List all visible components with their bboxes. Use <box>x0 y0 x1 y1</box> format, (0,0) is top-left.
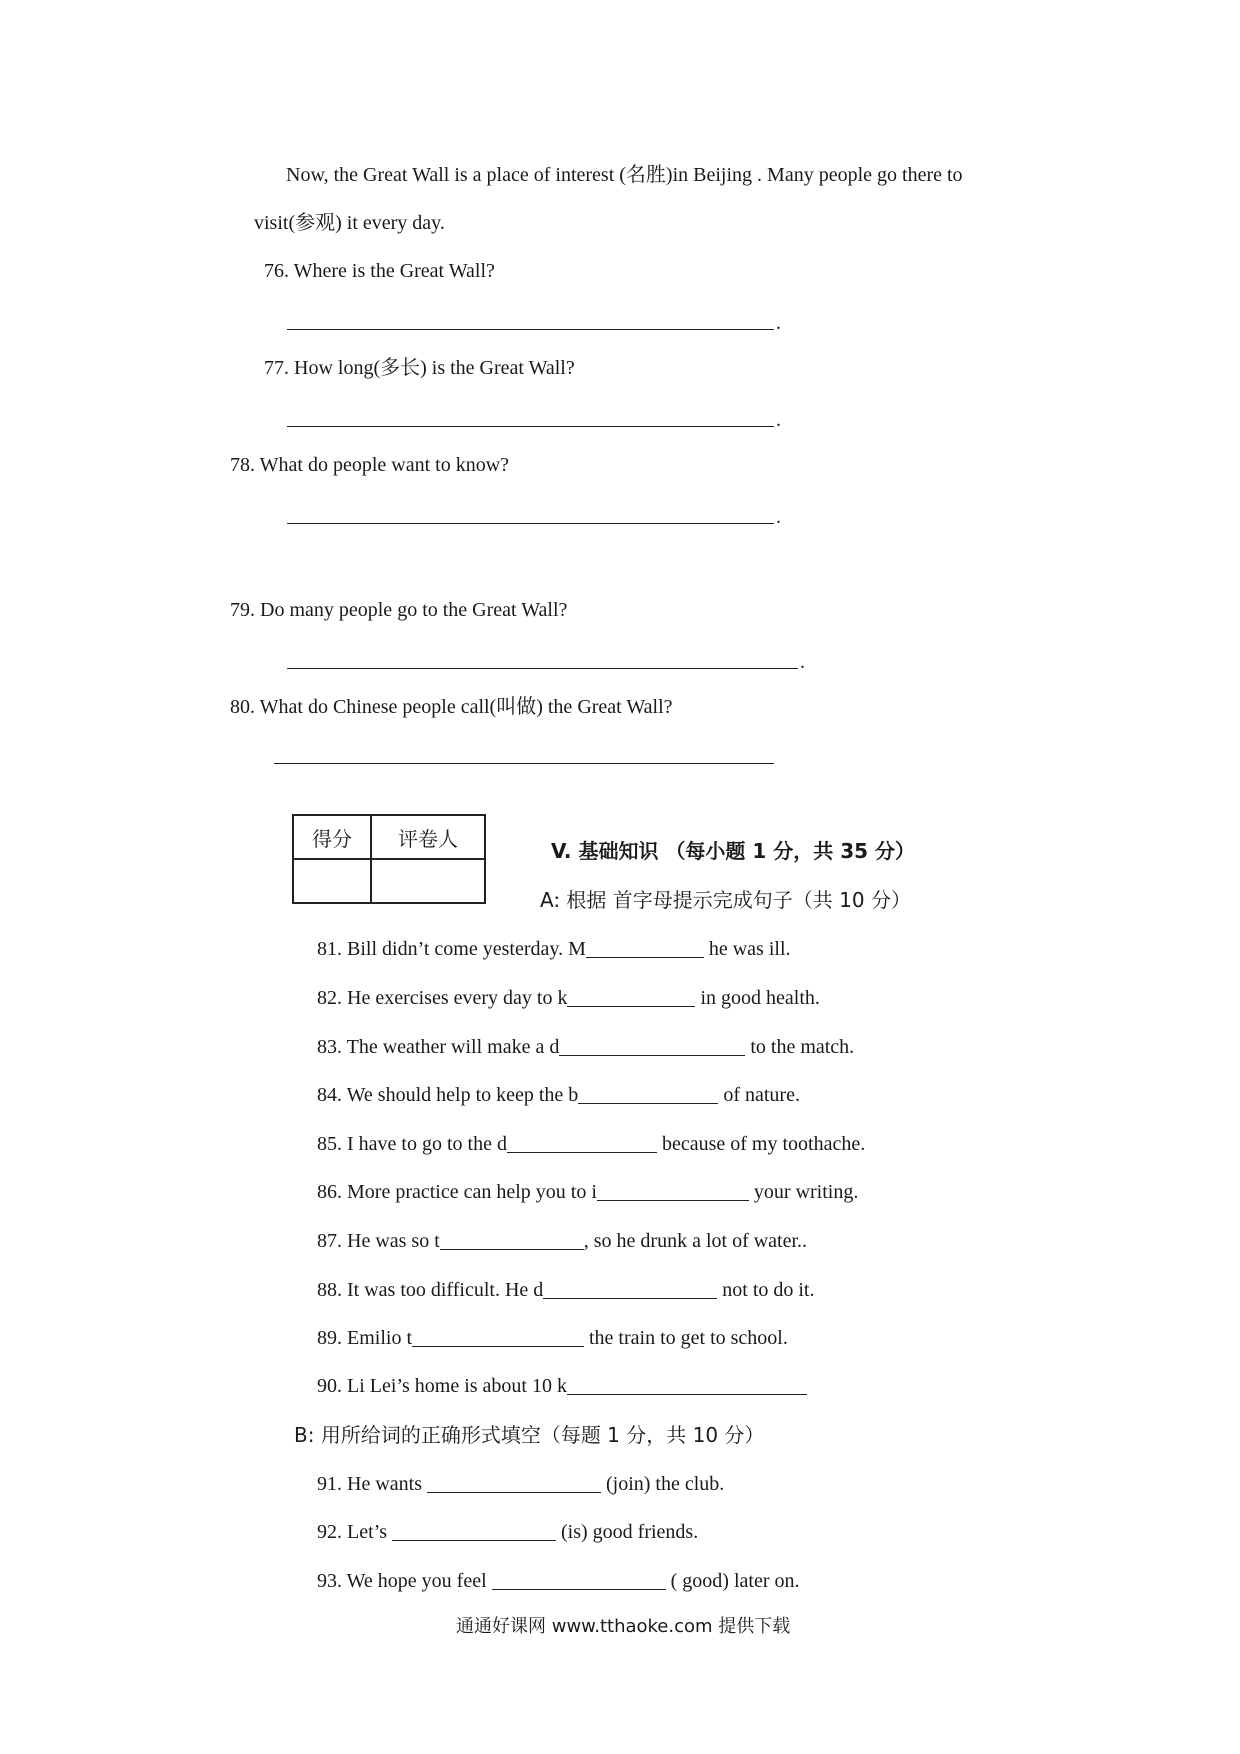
item-92-rest: (is) good friends. <box>556 1521 699 1543</box>
part-a-title: A: 根据 首字母提示完成句子（共 10 分） <box>540 888 911 912</box>
item-88-text: 88. It was too difficult. He d <box>317 1279 544 1301</box>
item-83-blank[interactable] <box>559 1035 745 1056</box>
item-85 <box>317 1132 865 1156</box>
item-86-rest: your writing. <box>748 1181 859 1203</box>
item-81 <box>317 937 791 961</box>
item-89-blank[interactable] <box>412 1326 584 1347</box>
part-b-title: B: 用所给词的正确形式填空（每题 1 分，共 10 分） <box>294 1423 765 1447</box>
item-87-blank[interactable] <box>440 1229 584 1250</box>
item-89 <box>317 1326 788 1350</box>
item-84-rest: of nature. <box>718 1084 800 1106</box>
section-v-title: V. 基础知识 （每小题 1 分，共 35 分） <box>551 839 916 863</box>
item-86 <box>317 1180 858 1204</box>
passage-line-2: visit(参观) it every day. <box>254 212 445 234</box>
answer-line-77[interactable] <box>287 426 774 427</box>
answer-line-76[interactable] <box>287 329 774 330</box>
footer-text: 通通好课网 www.tthaoke.com 提供下载 <box>456 1616 791 1637</box>
item-92-blank[interactable] <box>392 1520 556 1541</box>
item-81-blank[interactable] <box>586 937 704 958</box>
grader-label: 评卷人 <box>371 815 485 859</box>
item-84-blank[interactable] <box>578 1083 718 1104</box>
item-81-text: 81. Bill didn’t come yesterday. M <box>317 938 586 960</box>
item-85-rest: because of my toothache. <box>656 1133 866 1155</box>
item-85-blank[interactable] <box>507 1132 657 1153</box>
item-82 <box>317 986 820 1010</box>
answer-line-80[interactable] <box>274 763 774 764</box>
item-82-blank[interactable] <box>567 986 695 1007</box>
question-76: 76. Where is the Great Wall? <box>264 260 495 282</box>
answer-line-79[interactable] <box>287 668 798 669</box>
item-89-rest: the train to get to school. <box>584 1327 788 1349</box>
item-91-rest: (join) the club. <box>600 1473 725 1495</box>
answer-period-77: . <box>776 409 781 431</box>
item-90 <box>317 1374 807 1398</box>
item-87-rest: , so he drunk a lot of water.. <box>583 1230 808 1252</box>
score-cell[interactable] <box>293 859 371 903</box>
question-79: 79. Do many people go to the Great Wall? <box>230 599 568 621</box>
answer-period-76: . <box>776 312 781 334</box>
item-83 <box>317 1035 854 1059</box>
item-83-rest: to the match. <box>745 1036 855 1058</box>
item-91-text: 91. He wants <box>317 1473 427 1495</box>
item-87-text: 87. He was so t <box>317 1230 440 1252</box>
item-90-text: 90. Li Lei’s home is about 10 k <box>317 1375 567 1397</box>
item-91 <box>317 1472 724 1496</box>
answer-period-79: . <box>800 651 805 673</box>
item-85-text: 85. I have to go to the d <box>317 1133 507 1155</box>
item-82-rest: in good health. <box>695 987 820 1009</box>
answer-period-78: . <box>776 506 781 528</box>
item-93-blank[interactable] <box>492 1569 666 1590</box>
item-92-text: 92. Let’s <box>317 1521 392 1543</box>
item-87 <box>317 1229 807 1253</box>
item-83-text: 83. The weather will make a d <box>317 1036 560 1058</box>
question-80: 80. What do Chinese people call(叫做) the Great Wall? <box>230 696 673 718</box>
item-82-text: 82. He exercises every day to k <box>317 987 568 1009</box>
item-93 <box>317 1569 800 1593</box>
question-78: 78. What do people want to know? <box>230 454 510 476</box>
item-93-text: 93. We hope you feel <box>317 1570 492 1592</box>
item-84 <box>317 1083 800 1107</box>
grader-cell[interactable] <box>371 859 485 903</box>
item-92 <box>317 1520 698 1544</box>
item-93-rest: ( good) later on. <box>665 1570 800 1592</box>
item-90-blank[interactable] <box>567 1374 807 1395</box>
item-88-blank[interactable] <box>543 1278 717 1299</box>
answer-line-78[interactable] <box>287 523 774 524</box>
item-81-rest: he was ill. <box>703 938 791 960</box>
item-88-rest: not to do it. <box>717 1279 815 1301</box>
item-84-text: 84. We should help to keep the b <box>317 1084 579 1106</box>
passage-line-1: Now, the Great Wall is a place of interest (名胜)in Beijing . Many people go there to <box>286 164 963 186</box>
item-89-text: 89. Emilio t <box>317 1327 412 1349</box>
item-86-blank[interactable] <box>597 1180 749 1201</box>
question-77: 77. How long(多长) is the Great Wall? <box>264 357 575 379</box>
item-91-blank[interactable] <box>427 1472 601 1493</box>
item-88 <box>317 1278 815 1302</box>
score-label: 得分 <box>293 815 371 859</box>
score-table <box>292 814 486 904</box>
item-86-text: 86. More practice can help you to i <box>317 1181 597 1203</box>
